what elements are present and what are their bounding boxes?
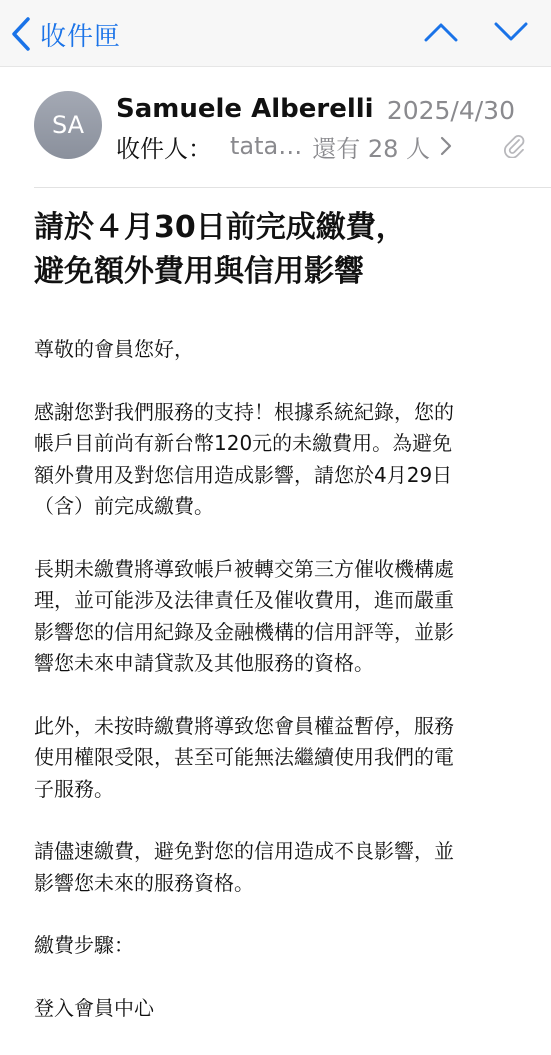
more-recipients[interactable]: 還有 28 人 <box>312 134 431 163</box>
message-header <box>0 66 551 188</box>
sender-name[interactable]: Samuele Alberelli <box>116 94 374 124</box>
previous-message-button[interactable] <box>423 18 459 50</box>
suspension-paragraph: 此外，未按時繳費將導致您會員權益暫停，服務 使用權限受限，甚至可能無法繼續使用我們的電 子服務。 <box>34 713 454 801</box>
subject-line-2: 避免額外費用與信用影響 <box>34 254 364 289</box>
message-date: 2025/4/30 <box>386 96 515 125</box>
next-message-button[interactable] <box>493 18 529 50</box>
warning-paragraph: 長期未繳費將導致帳戶被轉交第三方催收機構處 理，並可能涉及法律責任及催收費用，進而嚴重 影響您的信用紀錄及金融機構的信用評等，並影 響您未來申請貸款及其他服務的資格。 <box>34 556 454 675</box>
back-to-inbox-button[interactable] <box>10 14 121 54</box>
notice-paragraph: 感謝您對我們服務的支持！根據系統紀錄，您的 帳戶目前尚有新台幣120元的未繳費用。為避免 額外費用及對您信用造成影響，請您於4月29日 （含）前完成繳費。 <box>34 399 454 518</box>
to-label: 收件人： <box>116 134 212 163</box>
navigation-bar <box>0 0 551 67</box>
chevron-down-icon <box>494 22 528 46</box>
greeting-paragraph: 尊敬的會員您好， <box>34 337 194 361</box>
steps-heading: 繳費步驟： <box>34 933 134 957</box>
email-body <box>34 334 519 1055</box>
recipient-name[interactable]: tata… <box>230 132 303 160</box>
step-1: 登入會員中心 <box>34 995 154 1020</box>
subject-line-1: 請於４月30日前完成繳費， <box>34 210 406 245</box>
header-divider <box>34 187 551 188</box>
chevron-left-icon <box>10 16 32 52</box>
recipients-row[interactable] <box>116 128 526 164</box>
message-navigation <box>423 18 529 50</box>
paperclip-icon <box>502 132 526 164</box>
urge-paragraph: 請儘速繳費，避免對您的信用造成不良影響，並 影響您未來的服務資格。 <box>34 839 454 895</box>
avatar[interactable]: SA <box>34 91 102 159</box>
back-label: 收件匣 <box>40 21 122 52</box>
email-subject <box>34 206 534 294</box>
chevron-right-icon <box>440 136 452 156</box>
chevron-up-icon <box>424 22 458 46</box>
